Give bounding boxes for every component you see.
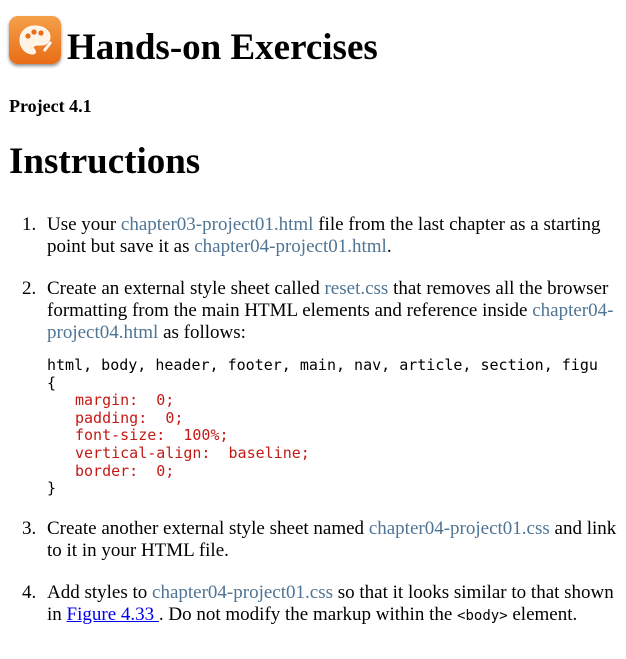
- step-text: so that it looks similar to that shown in: [47, 582, 614, 625]
- page-title: Hands-on Exercises: [67, 27, 378, 68]
- step-number: 2.: [22, 278, 37, 299]
- code-selector: html, body, header, footer, main, nav, article, section, figu: [47, 357, 598, 374]
- step-text: . Do not modify the markup within the: [158, 604, 458, 625]
- project-label: Project 4.1: [9, 96, 92, 116]
- figure-link[interactable]: Figure 4.33: [66, 604, 159, 625]
- step-text: file from the last chapter as a starting point but save it as: [47, 214, 601, 257]
- step-text: .: [386, 236, 392, 257]
- list-item: [22, 278, 619, 498]
- step-number: 1.: [22, 214, 37, 235]
- step-text: Use your: [47, 214, 121, 235]
- filename: chapter04-project04.html: [47, 300, 614, 343]
- step-number: 4.: [22, 582, 37, 603]
- step-text: Add styles to: [47, 582, 153, 603]
- css-code-block: [47, 357, 619, 498]
- list-item: [22, 214, 619, 258]
- inline-code: <body>: [457, 608, 508, 624]
- instructions-heading: Instructions: [9, 141, 201, 182]
- list-item: [22, 582, 619, 627]
- code-declaration: margin: 0;: [75, 391, 175, 410]
- filename: chapter03-project01.html: [120, 214, 314, 235]
- filename: chapter04-project01.html: [194, 236, 387, 257]
- step-text: Create an external style sheet called: [47, 278, 325, 299]
- filename: reset.css: [324, 278, 389, 299]
- code-close-brace: }: [47, 479, 57, 498]
- step-text: Create another external style sheet named: [47, 518, 369, 539]
- list-item: [22, 518, 619, 562]
- code-declaration: padding: 0;: [75, 408, 184, 427]
- step-text: that removes all the browser formatting from the main HTML elements and reference inside: [47, 278, 609, 321]
- filename: chapter04-project01.css: [368, 518, 550, 539]
- paint-palette-icon: [9, 16, 61, 64]
- step-number: 3.: [22, 518, 37, 539]
- filename: chapter04-project01.css: [152, 582, 333, 603]
- page-header: [9, 8, 378, 74]
- code-declaration: vertical-align: baseline;: [75, 443, 310, 462]
- code-declaration: font-size: 100%;: [75, 426, 229, 445]
- code-open-brace: {: [47, 373, 57, 392]
- step-text: element.: [507, 604, 578, 625]
- code-declaration: border: 0;: [75, 461, 175, 480]
- step-text: and link to it in your HTML file.: [47, 518, 617, 561]
- step-text: as follows:: [158, 322, 246, 343]
